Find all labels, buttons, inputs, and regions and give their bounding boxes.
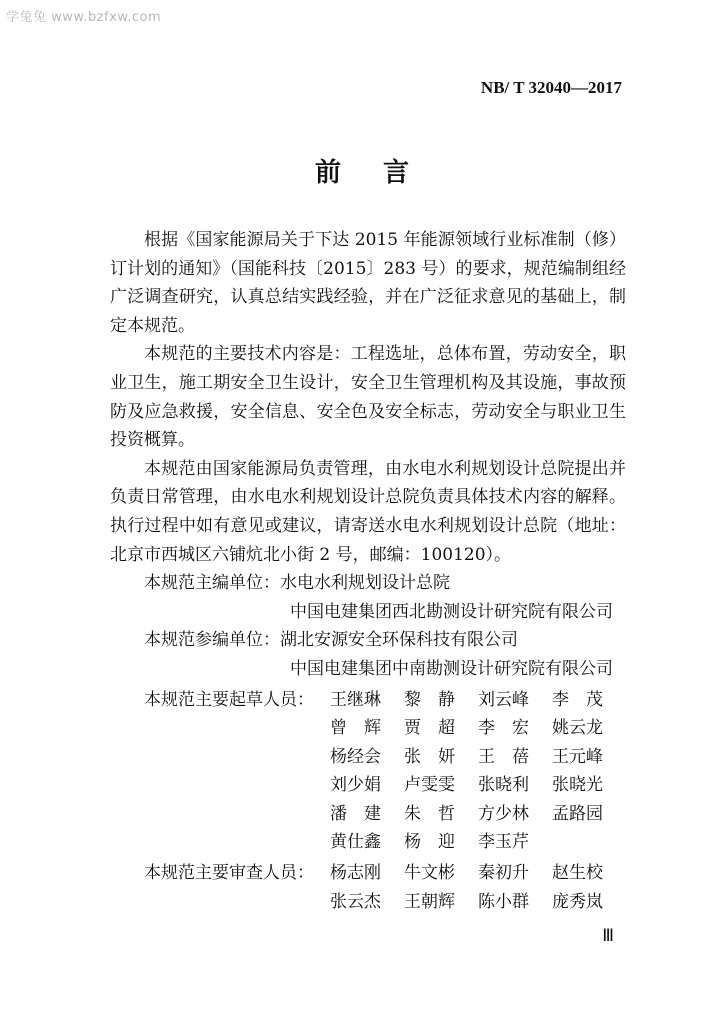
chief-unit-label: 本规范主编单位：: [144, 573, 280, 594]
person-name: 卢雯雯: [404, 775, 455, 796]
drafters-block: [110, 686, 626, 858]
people-row: [110, 771, 626, 800]
person-name: 贾 超: [404, 718, 455, 739]
paragraph-3: 本规范由国家能源局负责管理，由水电水利规划设计总院提出并负责日常管理，由水电水利规划设计总院负责具体技术内容的解释。执行过程中如有意见或建议，请寄送水电水利规划设计总院（地址：北京市西城区六铺炕北小街 2 号，邮编：100120）。: [110, 458, 626, 565]
people-label-spacer: [110, 743, 330, 772]
person-name: 李 茂: [552, 689, 603, 710]
person-name: 陈小群: [478, 891, 529, 912]
person-name: 刘云峰: [478, 689, 529, 710]
people-row: [110, 800, 626, 829]
names: [330, 686, 626, 715]
people-label-spacer: [110, 828, 330, 857]
person-name: 王元峰: [552, 746, 603, 767]
person-name: 姚云龙: [552, 718, 603, 739]
people-label-spacer: [110, 888, 330, 917]
people-row: [110, 686, 626, 715]
names: [330, 771, 626, 800]
chief-unit-row: [290, 598, 626, 627]
participating-unit-row: [144, 626, 626, 655]
person-name: 方少林: [478, 803, 529, 824]
person-name: 赵生校: [552, 863, 603, 884]
paragraph-2: 本规范的主要技术内容是：工程选址，总体布置，劳动安全，职业卫生，施工期安全卫生设计，安全卫生管理机构及其设施，事故预防及应急救援，安全信息、安全色及安全标志，劳动安全与职业卫生投资概算。: [110, 344, 626, 451]
preface-body: [110, 226, 626, 916]
person-name: 王继琳: [330, 689, 381, 710]
person-name: 张云杰: [330, 891, 381, 912]
person-name: 牛文彬: [404, 863, 455, 884]
person-name: 王 蓓: [478, 746, 529, 767]
chief-unit-1: 水电水利规划设计总院: [280, 573, 450, 594]
page-number: Ⅲ: [602, 926, 614, 945]
paragraph-1: 根据《国家能源局关于下达 2015 年能源领域行业标准制（修）订计划的通知》（国能科技〔2015〕283 号）的要求，规范编制组经广泛调查研究，认真总结实践经验，并在广泛征求意见的基础上，制定本规范。: [110, 230, 626, 336]
people-row: [110, 859, 626, 888]
chief-unit-row: [144, 569, 626, 598]
people-label-spacer: [110, 800, 330, 829]
person-name: 张 妍: [404, 746, 455, 767]
participating-unit-2: 中国电建集团中南勘测设计研究院有限公司: [290, 658, 613, 679]
names: [330, 888, 626, 917]
person-name: 张晓利: [478, 775, 529, 796]
person-name: 黎 静: [404, 689, 455, 710]
people-row: [110, 828, 626, 857]
person-name: 孟路园: [552, 803, 603, 824]
names: [330, 828, 552, 857]
person-name: 李 宏: [478, 718, 529, 739]
people-row: [110, 888, 626, 917]
standard-code: NB/ T 32040—2017: [480, 78, 622, 97]
person-name: 张晓光: [552, 775, 603, 796]
names: [330, 859, 626, 888]
participating-unit-row: [290, 655, 626, 684]
names: [330, 743, 626, 772]
watermark: 学兔兔 www.bzfxw.com: [6, 10, 162, 25]
person-name: 杨 迎: [404, 832, 455, 853]
person-name: 杨志刚: [330, 863, 381, 884]
page-title: 前言: [314, 158, 451, 188]
person-name: 王朝辉: [404, 891, 455, 912]
people-label: 本规范主要起草人员：: [144, 689, 314, 710]
participating-unit-label: 本规范参编单位：: [144, 630, 280, 651]
person-name: 杨经会: [330, 746, 381, 767]
person-name: 潘 建: [330, 803, 381, 824]
people-label-spacer: [110, 714, 330, 743]
person-name: 李玉芹: [478, 832, 529, 853]
person-name: 朱 哲: [404, 803, 455, 824]
people-row: [110, 714, 626, 743]
people-row: [110, 743, 626, 772]
person-name: 庞秀岚: [552, 891, 603, 912]
people-label: 本规范主要审查人员：: [144, 863, 314, 884]
names: [330, 800, 626, 829]
person-name: 黄仕鑫: [330, 832, 381, 853]
person-name: 曾 辉: [330, 718, 381, 739]
person-name: 秦初升: [478, 863, 529, 884]
names: [330, 714, 626, 743]
chief-unit-2: 中国电建集团西北勘测设计研究院有限公司: [290, 601, 613, 622]
participating-unit-1: 湖北安源安全环保科技有限公司: [280, 630, 518, 651]
person-name: 刘少娟: [330, 775, 381, 796]
reviewers-block: [110, 859, 626, 916]
people-label-spacer: [110, 771, 330, 800]
